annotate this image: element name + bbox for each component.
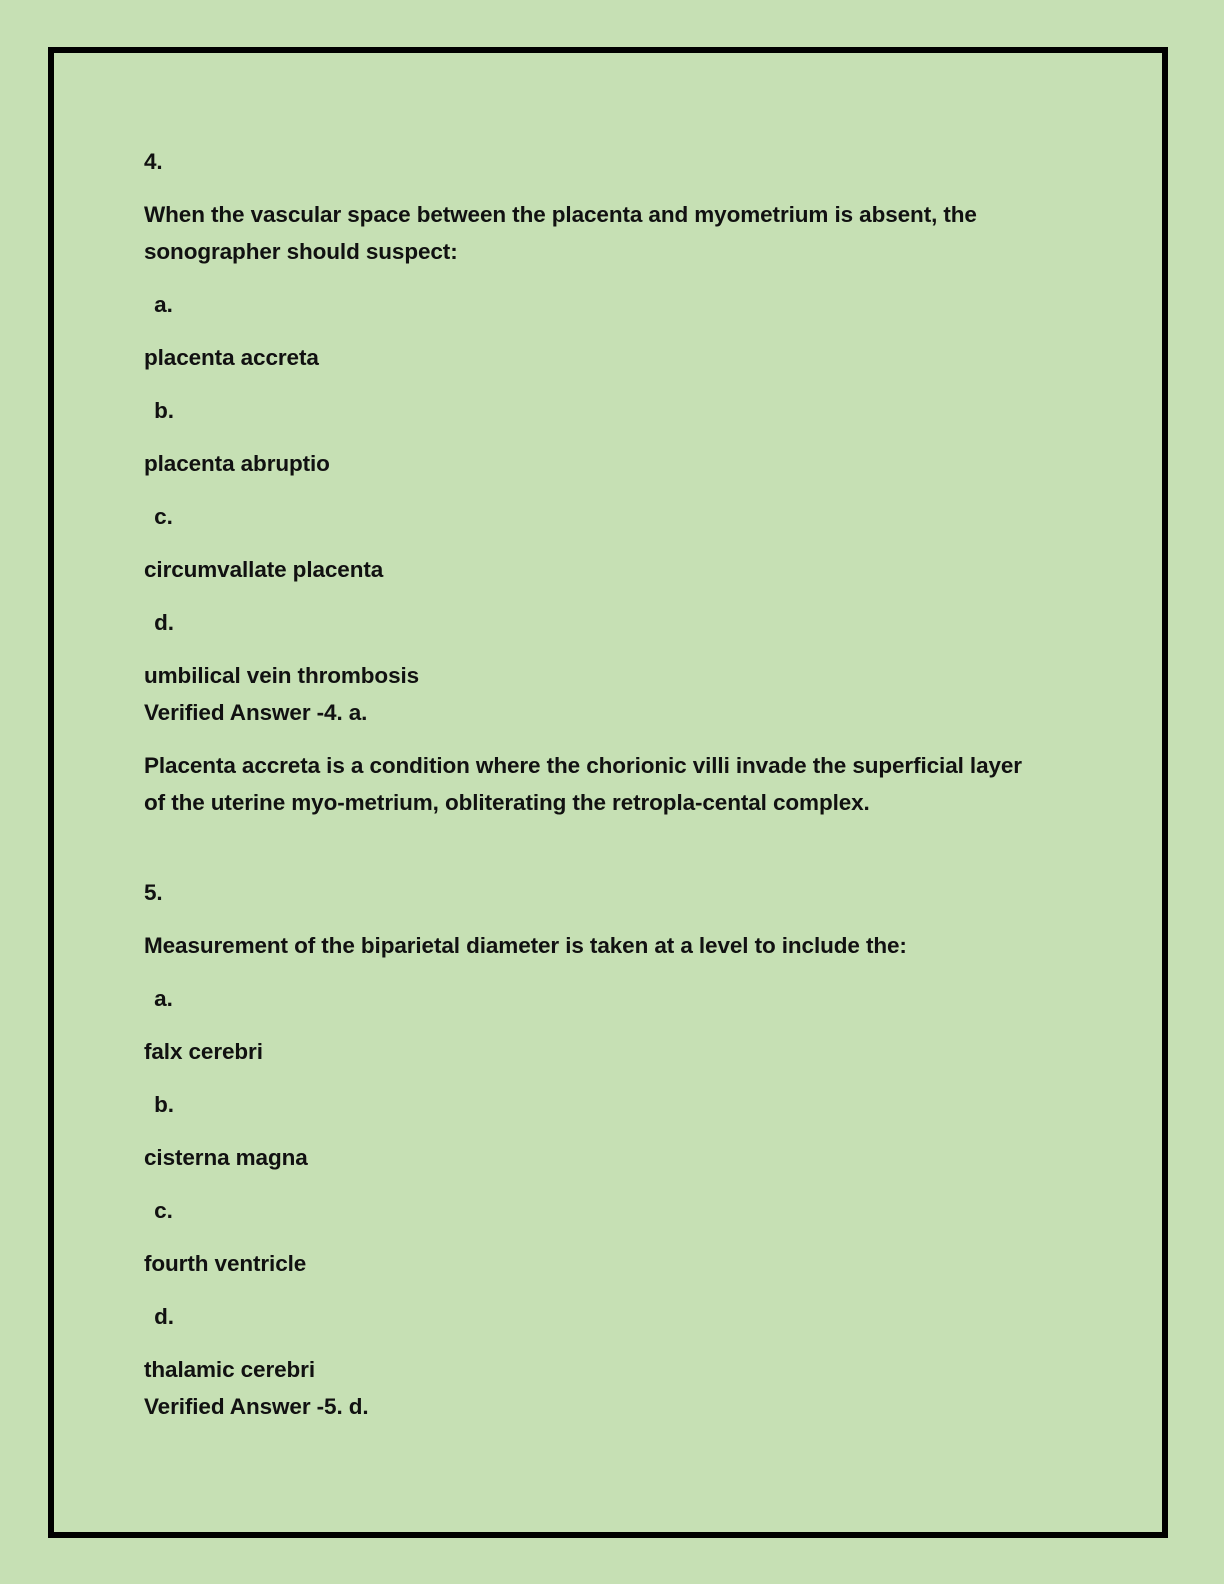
option-letter: c. bbox=[148, 1198, 173, 1223]
verified-answer: Verified Answer -4. a. bbox=[144, 700, 368, 725]
option-text: falx cerebri bbox=[144, 1039, 263, 1064]
question-text: Measurement of the biparietal diameter is taken at a level to include the: bbox=[144, 933, 907, 958]
option-letter: c. bbox=[148, 504, 173, 529]
option-text: thalamic cerebri bbox=[144, 1357, 315, 1382]
question-number: 4. bbox=[144, 149, 163, 174]
option-letter: a. bbox=[148, 986, 173, 1011]
question-text: When the vascular space between the placenta and myometrium is absent, the sonographer should suspect: bbox=[144, 202, 984, 264]
option-letter: d. bbox=[148, 1304, 174, 1329]
option-text: placenta accreta bbox=[144, 345, 319, 370]
option-text: circumvallate placenta bbox=[144, 557, 384, 582]
question-number: 5. bbox=[144, 880, 163, 905]
question-block bbox=[144, 874, 1084, 1425]
question-block bbox=[144, 143, 1084, 821]
option-text: fourth ventricle bbox=[144, 1251, 307, 1276]
document-body bbox=[144, 143, 1084, 1425]
option-text: umbilical vein thrombosis bbox=[144, 663, 420, 688]
option-letter: d. bbox=[148, 610, 174, 635]
option-letter: b. bbox=[148, 1092, 174, 1117]
option-letter: a. bbox=[148, 292, 173, 317]
verified-answer: Verified Answer -5. d. bbox=[144, 1394, 369, 1419]
option-text: placenta abruptio bbox=[144, 451, 330, 476]
option-text: cisterna magna bbox=[144, 1145, 308, 1170]
option-letter: b. bbox=[148, 398, 174, 423]
answer-explanation: Placenta accreta is a condition where the chorionic villi invade the superficial layer of the uterine myo-metrium, obliterating the retropla-cental complex. bbox=[144, 753, 1029, 815]
